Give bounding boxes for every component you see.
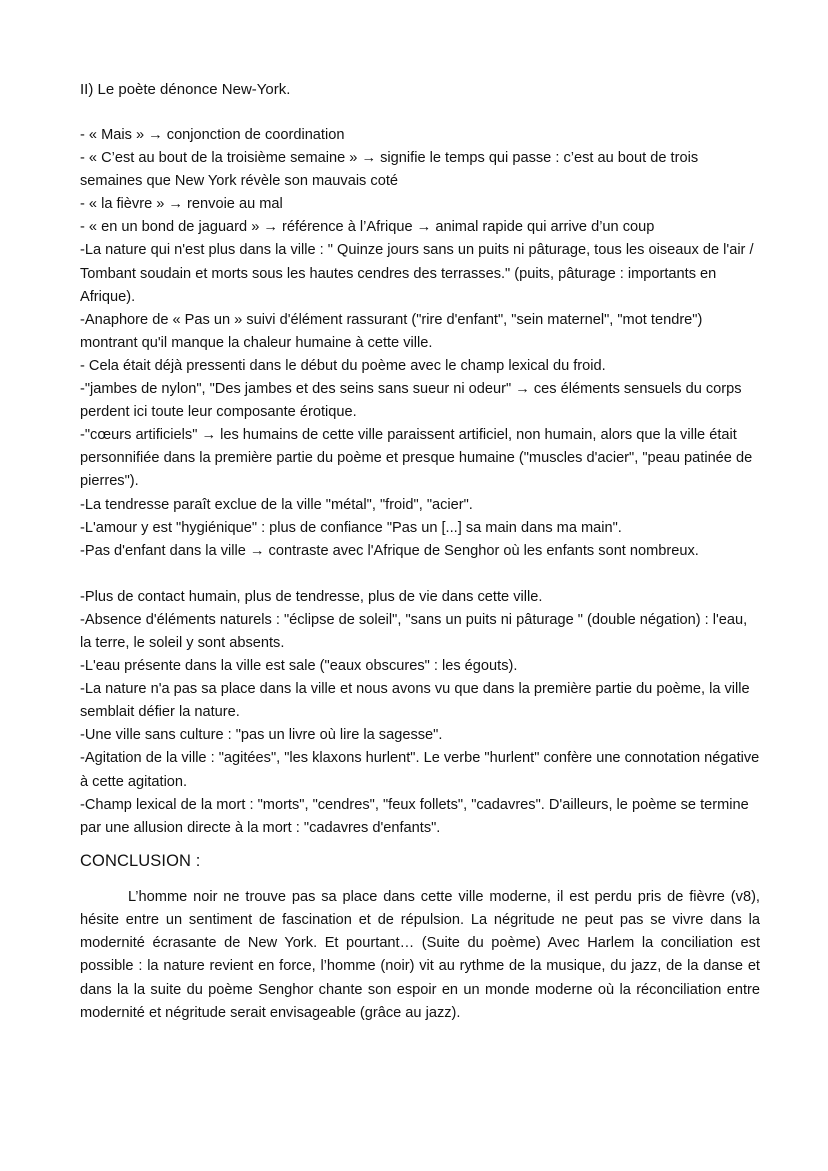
analysis-line: -Anaphore de « Pas un » suivi d'élément rassurant ("rire d'enfant", "sein maternel", "mot tendre") montrant qu'il manque la chaleur humaine à cette ville. (80, 311, 703, 351)
analysis-line: -Une ville sans culture : "pas un livre où lire la sagesse". (80, 727, 443, 744)
analysis-line: -L'amour y est "hygiénique" : plus de confiance "Pas un [...] sa main dans ma main". (80, 519, 622, 536)
analysis-line: -L'eau présente dans la ville est sale ("eaux obscures" : les égouts). (80, 658, 518, 675)
conclusion-title: CONCLUSION : (80, 851, 201, 870)
analysis-line: -"jambes de nylon", "Des jambes et des seins sans sueur ni odeur" → ces éléments sensuels du corps perdent ici toute leur composante érotique. (80, 381, 742, 421)
analysis-line: - « C’est au bout de la troisième semaine » → signifie le temps qui passe : c’est au bout de trois semaines que New York révèle son mauvais coté (80, 150, 699, 190)
analysis-line: - Cela était déjà pressenti dans le début du poème avec le champ lexical du froid. (80, 357, 606, 374)
analysis-line: -Absence d'éléments naturels : "éclipse de soleil", "sans un puits ni pâturage " (double négation) : l'eau, la terre, le soleil y sont absents. (80, 611, 748, 651)
document-page (80, 78, 760, 1025)
analysis-line: - « la fièvre » → renvoie au mal (80, 196, 283, 213)
analysis-line: -Agitation de la ville : "agitées", "les klaxons hurlent". Le verbe "hurlent" confère une connotation négative à cette agitation. (80, 750, 760, 790)
analysis-list-part-2 (80, 586, 760, 840)
spacer (80, 563, 760, 586)
analysis-line: - « Mais » → conjonction de coordination (80, 127, 345, 143)
analysis-line: -"cœurs artificiels" → les humains de cette ville paraissent artificiel, non humain, alors que la ville était personnifiée dans la première partie du poème et presque humaine ("muscles d'acier", "peau patinée de pierres"). (80, 427, 753, 490)
analysis-line: - « en un bond de jaguard » → référence à l’Afrique → animal rapide qui arrive d’un coup (80, 219, 655, 236)
analysis-line: -La nature qui n'est plus dans la ville : " Quinze jours sans un puits ni pâturage, tous les oiseaux de l'air / Tombant soudain et morts sous les hautes cendres des terrasses." (puits, pâturage : importants en Afrique). (80, 242, 754, 305)
spacer (80, 101, 760, 124)
conclusion-paragraph: L’homme noir ne trouve pas sa place dans cette ville moderne, il est perdu pris de fièvre (v8), hésite entre un sentiment de fascination et de répulsion. La négritude ne peut pas se vivre dans la modernité écrasante de New York. Et pourtant… (Suite du poème) Avec Harlem la conciliation est possible : la nature revient en force, l’homme (noir) vit au rythme de la musique, du jazz, de la danse et dans la la suite du poème Senghor chante son espoir en un monde moderne où la réconciliation entre modernité et négritude serait envisageable (grâce au jazz). (80, 888, 760, 1021)
section-title: II) Le poète dénonce New-York. (80, 81, 291, 98)
analysis-line: -Plus de contact humain, plus de tendresse, plus de vie dans cette ville. (80, 588, 543, 605)
analysis-line: -Pas d'enfant dans la ville → contraste avec l'Afrique de Senghor où les enfants sont nombreux. (80, 542, 699, 559)
analysis-list-part-1 (80, 124, 760, 563)
analysis-line: -Champ lexical de la mort : "morts", "cendres", "feux follets", "cadavres". D'ailleurs, le poème se termine par une allusion directe à la mort : "cadavres d'enfants". (80, 796, 749, 836)
analysis-line: -La nature n'a pas sa place dans la ville et nous avons vu que dans la première partie du poème, la ville semblait défier la nature. (80, 681, 750, 721)
analysis-line: -La tendresse paraît exclue de la ville "métal", "froid", "acier". (80, 496, 473, 513)
